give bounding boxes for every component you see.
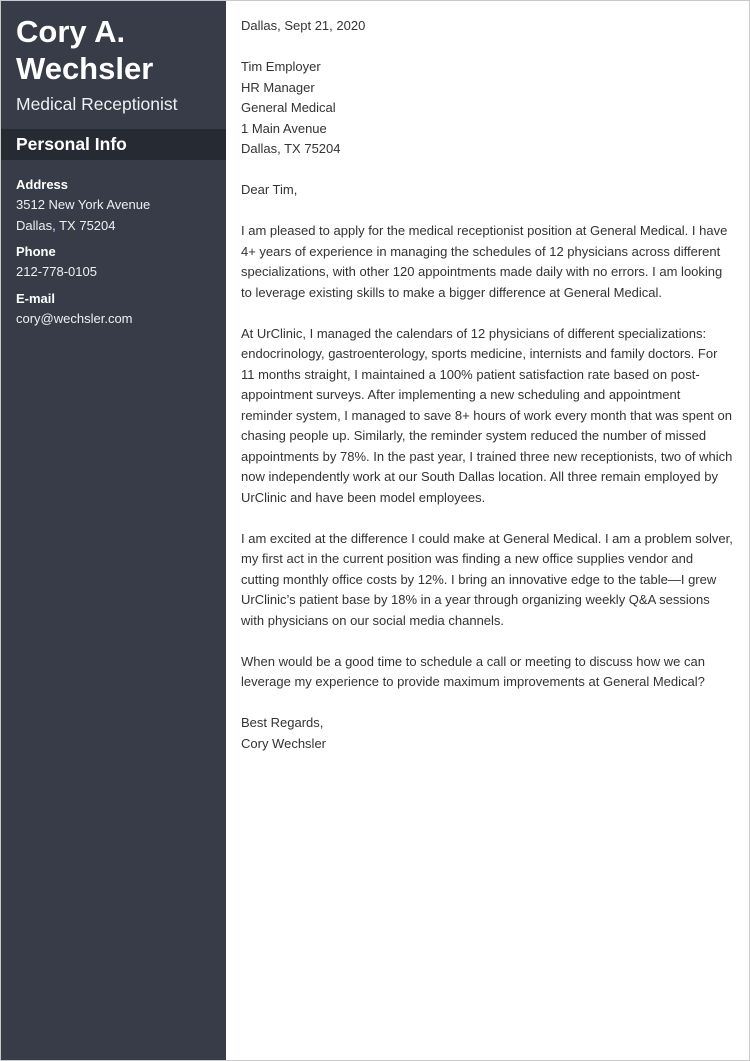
salutation: Dear Tim,	[241, 182, 298, 197]
name-line-2: Wechsler	[16, 51, 154, 86]
phone-label: Phone	[16, 244, 56, 259]
recipient-line: General Medical	[241, 100, 336, 115]
address-label: Address	[16, 177, 69, 192]
personal-info	[1, 160, 226, 329]
phone-value: 212-778-0105	[16, 264, 97, 279]
paragraph: I am excited at the difference I could make at General Medical. I am a problem solver, my first act in the current position was finding a new office supplies vendor and cutting monthly office costs by 12%. I bring an innovative edge to the table—I grew UrClinic’s patient base by 18% in a year through organizing weekly Q&A sessions with physicians on our social media channels.	[241, 530, 733, 628]
sidebar	[1, 1, 226, 1060]
paragraph: I am pleased to apply for the medical receptionist position at General Medical. I have 4+ years of experience in managing the schedules of 12 physicians across different specializations, with other 120 appointments made daily with no errors. I am looking to leverage existing skills to make a bigger difference at General Medical.	[241, 223, 728, 300]
signature: Cory Wechsler	[241, 735, 327, 751]
address-line-2: Dallas, TX 75204	[16, 217, 116, 233]
recipient-line: Dallas, TX 75204	[241, 141, 341, 156]
recipient-line: 1 Main Avenue	[241, 120, 327, 136]
closing: Best Regards,	[241, 715, 324, 730]
job-title: Medical Receptionist	[16, 94, 178, 114]
address-line-1: 3512 New York Avenue	[16, 197, 151, 212]
closing-block	[241, 713, 733, 754]
email-label: E-mail	[16, 290, 56, 306]
applicant-name	[16, 13, 226, 87]
email-value: cory@wechsler.com	[16, 310, 133, 326]
letter-date: Dallas, Sept 21, 2020	[241, 18, 366, 33]
recipient-line: Tim Employer	[241, 59, 321, 74]
paragraph: When would be a good time to schedule a call or meeting to discuss how we can leverage my experience to provide maximum improvements at General Medical?	[241, 653, 705, 689]
name-line-1: Cory A.	[16, 14, 126, 49]
personal-info-heading: Personal Info	[1, 129, 226, 160]
letter-body	[241, 16, 733, 775]
recipient-block	[241, 57, 733, 160]
paragraph: At UrClinic, I managed the calendars of 12 physicians of different specializations: endocrinology, gastroenterology, sports medicine, internists and family doctors. For 11 months straight, I maintained a 100% patient satisfaction rate based on post-appointment surveys. After implementing a new scheduling and appointment reminder system, I managed to save 8+ hours of work every month that was spent on chasing people up. Similarly, the reminder system reduced the number of missed appointments by 78%. In the past year, I trained three new receptionists, two of which now independently work at our South Dallas location. All three remain employed by UrClinic and have been model employees.	[241, 325, 733, 505]
recipient-line: HR Manager	[241, 79, 315, 95]
